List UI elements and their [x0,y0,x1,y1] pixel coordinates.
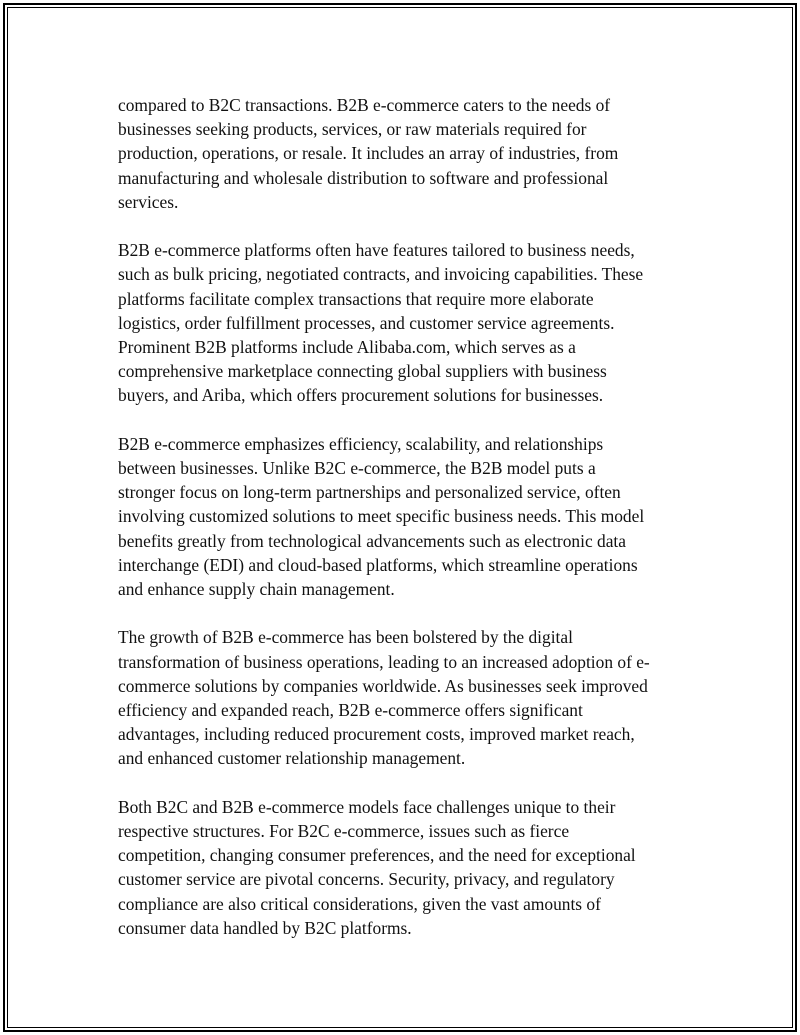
paragraph-5 [118,795,698,940]
text-line: buyers, and Ariba, which offers procurement solutions for businesses. [118,385,604,406]
text-line: businesses seeking products, services, or raw materials required for [118,119,587,140]
text-line: such as bulk pricing, negotiated contracts, and invoicing capabilities. These [118,264,644,285]
text-line: between businesses. Unlike B2C e-commerce, the B2B model puts a [118,458,596,479]
text-line: The growth of B2B e-commerce has been bolstered by the digital [118,627,573,648]
text-line: logistics, order fulfillment processes, and customer service agreements. [118,312,615,333]
text-line: involving customized solutions to meet specific business needs. This model [118,506,645,527]
text-line: benefits greatly from technological advancements such as electronic data [118,530,626,551]
text-line: respective structures. For B2C e-commerce, issues such as fierce [118,821,570,842]
text-line: manufacturing and wholesale distribution to software and professional [118,167,609,188]
text-line: efficiency and expanded reach, B2B e-commerce offers significant [118,700,583,721]
text-line: stronger focus on long-term partnerships and personalized service, often [118,482,621,503]
text-line: competition, changing consumer preferences, and the need for exceptional [118,845,636,866]
text-line: commerce solutions by companies worldwide. As businesses seek improved [118,675,648,696]
text-line: Prominent B2B platforms include Alibaba.com, which serves as a [118,337,576,358]
text-line: B2B e-commerce platforms often have features tailored to business needs, [118,240,635,261]
text-line: transformation of business operations, leading to an increased adoption of e- [118,651,650,672]
text-line: and enhanced customer relationship management. [118,748,466,769]
text-line: customer service are pivotal concerns. Security, privacy, and regulatory [118,869,615,890]
text-line: interchange (EDI) and cloud-based platforms, which streamline operations [118,554,638,575]
text-line: Both B2C and B2B e-commerce models face challenges unique to their [118,796,616,817]
text-line: advantages, including reduced procurement costs, improved market reach, [118,724,635,745]
paragraph-1 [118,93,698,214]
text-line: platforms facilitate complex transactions that require more elaborate [118,288,594,309]
text-line: compliance are also critical considerations, given the vast amounts of [118,893,601,914]
text-line: B2B e-commerce emphasizes efficiency, scalability, and relationships [118,433,604,454]
text-line: and enhance supply chain management. [118,579,395,600]
text-line: services. [118,191,179,212]
paragraph-4 [118,625,698,770]
text-line: comprehensive marketplace connecting global suppliers with business [118,361,607,382]
document-body [118,93,698,940]
text-line: consumer data handled by B2C platforms. [118,917,412,938]
text-line: compared to B2C transactions. B2B e-commerce caters to the needs of [118,95,611,115]
paragraph-2 [118,238,698,407]
paragraph-3 [118,432,698,601]
text-line: production, operations, or resale. It includes an array of industries, from [118,143,619,164]
